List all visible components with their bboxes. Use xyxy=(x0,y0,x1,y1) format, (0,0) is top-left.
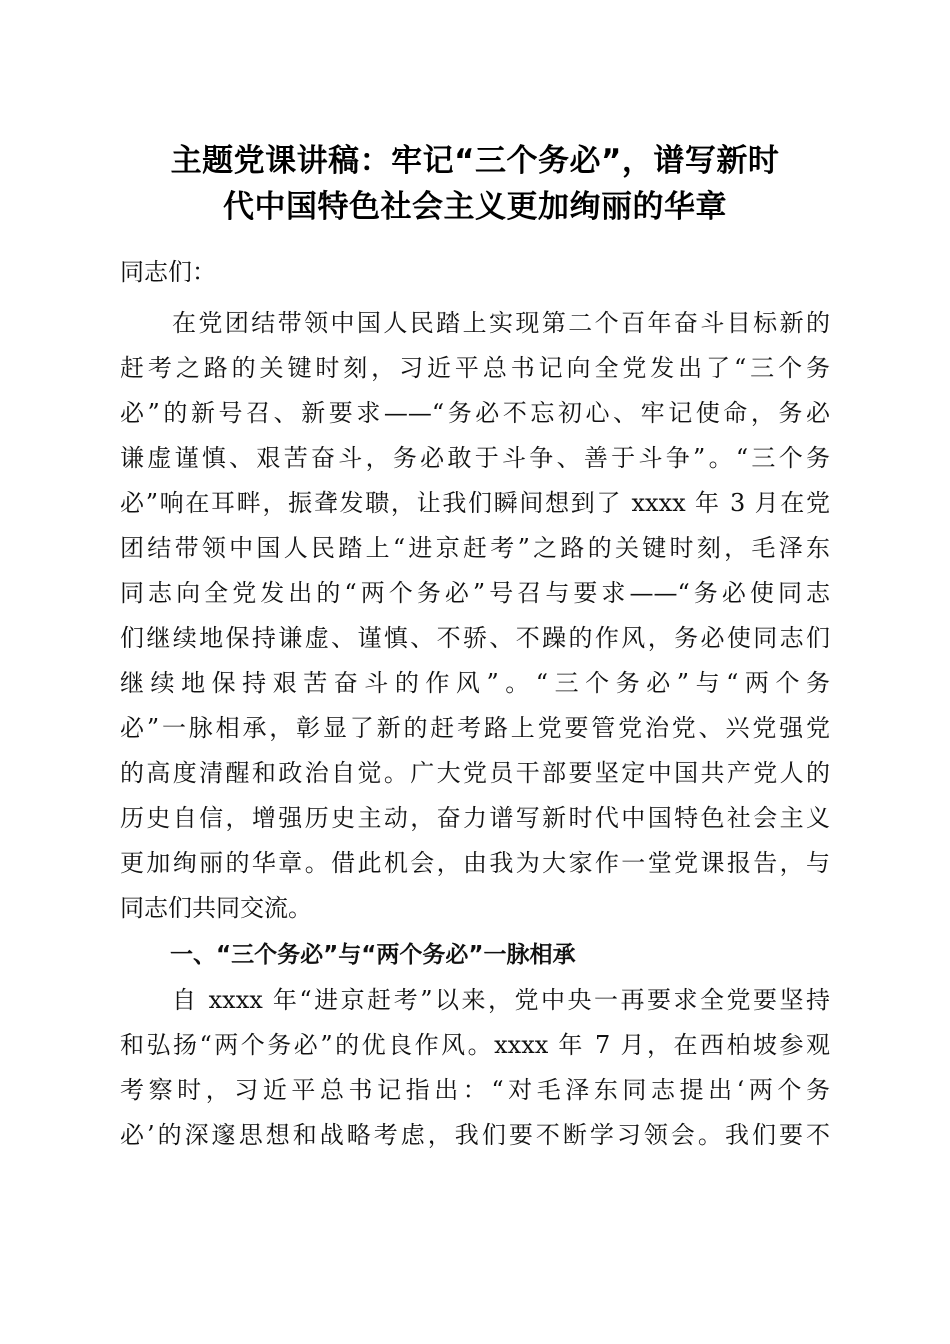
paragraph-line: 历史自信，增强历史主动，奋力谱写新时代中国特色社会主义 xyxy=(120,804,830,832)
paragraph-intro xyxy=(120,301,830,931)
paragraph-section-1 xyxy=(120,978,830,1158)
paragraph-line: 必”的新号召、新要求——“务必不忘初心、牢记使命，务必 xyxy=(120,399,830,427)
paragraph-line: 和弘扬“两个务必”的优良作风。xxxx 年 7 月，在西柏坡参观 xyxy=(120,1031,830,1059)
page-title xyxy=(110,138,840,230)
title-line-1: 主题党课讲稿：牢记“三个务必”，谱写新时 xyxy=(170,143,780,179)
paragraph-line: 更加绚丽的华章。借此机会，由我为大家作一堂党课报告，与 xyxy=(120,849,830,877)
paragraph-line: 在党团结带领中国人民踏上实现第二个百年奋斗目标新的 xyxy=(172,309,830,337)
paragraph-line: 们继续地保持谦虚、谨慎、不骄、不躁的作风，务必使同志们 xyxy=(120,624,830,652)
section-heading-1: 一、“三个务必”与“两个务必”一脉相承 xyxy=(170,942,576,968)
paragraph-line: 考察时，习近平总书记指出：“对毛泽东同志提出‘两个务 xyxy=(120,1076,830,1104)
paragraph-line: 团结带领中国人民踏上“进京赶考”之路的关键时刻，毛泽东 xyxy=(120,534,830,562)
salutation: 同志们： xyxy=(120,258,216,286)
paragraph-line: 谦虚谨慎、艰苦奋斗，务必敢于斗争、善于斗争”。“三个务 xyxy=(120,444,830,472)
paragraph-line: 继续地保持艰苦奋斗的作风”。“三个务必”与“两个务 xyxy=(120,669,830,697)
paragraph-line: 同志向全党发出的“两个务必”号召与要求——“务必使同志 xyxy=(120,579,830,607)
paragraph-line: 必’的深邃思想和战略考虑，我们要不断学习领会。我们要不 xyxy=(120,1121,830,1149)
paragraph-line: 同志们共同交流。 xyxy=(120,894,312,922)
paragraph-line: 自 xxxx 年“进京赶考”以来，党中央一再要求全党要坚持 xyxy=(172,986,830,1014)
document-body xyxy=(120,250,830,1158)
paragraph-line: 必”一脉相承，彰显了新的赶考路上党要管党治党、兴党强党 xyxy=(120,714,830,742)
title-line-2: 代中国特色社会主义更加绚丽的华章 xyxy=(223,189,727,225)
paragraph-line: 赶考之路的关键时刻，习近平总书记向全党发出了“三个务 xyxy=(120,354,830,382)
paragraph-line: 的高度清醒和政治自觉。广大党员干部要坚定中国共产党人的 xyxy=(120,759,830,787)
paragraph-line: 必”响在耳畔，振聋发聩，让我们瞬间想到了 xxxx 年 3 月在党 xyxy=(120,489,830,517)
